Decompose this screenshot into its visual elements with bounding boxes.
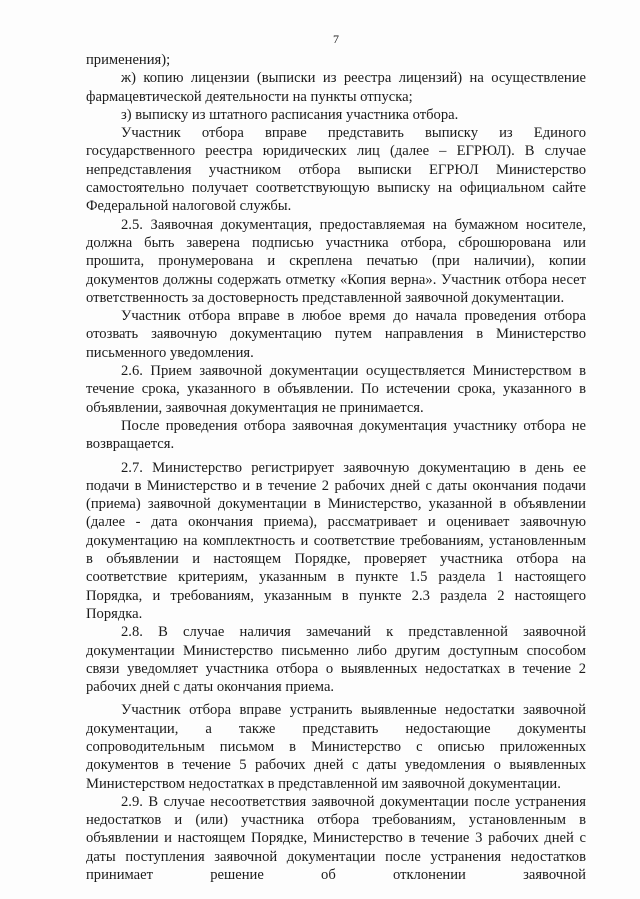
paragraph-remedy-deficiencies: Участник отбора вправе устранить выявленные недостатки заявочной документации, а также представить недостающие документы сопроводительным письмом в Министерство с описью приложенных документов в течение 5 рабочих дней с даты уведомления о выявленных Министерством недостатках в представленной им заявочной документации. <box>86 702 586 792</box>
paragraph-section-2-5: 2.5. Заявочная документация, предоставляемая на бумажном носителе, должна быть заверена подписью участника отбора, сброшюрована или прошита, пронумерована и скреплена печатью (при наличии), копии документов должны содержать отметку «Копия верна». Участник отбора несет ответственность за достоверность представленной заявочной документации. <box>86 216 586 306</box>
page-number: 7 <box>333 32 339 46</box>
paragraph-section-2-8: 2.8. В случае наличия замечаний к представленной заявочной документации Министерство письменно либо другим доступным способом связи уведомляет участника отбора о выявленных недостатках в течение 2 рабочих дней с даты окончания приема. <box>86 624 586 696</box>
paragraph-continuation: применения); <box>86 52 171 68</box>
document-body <box>86 51 586 884</box>
paragraph-egrul-extract: Участник отбора вправе представить выписку из Единого государственного реестра юридических лиц (далее – ЕГРЮЛ). В случае непредставления участником отбора выписки ЕГРЮЛ Министерство самостоятельно получает соответствующую выписку на официальном сайте Федеральной налоговой службы. <box>86 125 586 215</box>
paragraph-item-zh: ж) копию лицензии (выписки из реестра лицензий) на осуществление фармацевтической деятельности на пункты отпуска; <box>86 70 586 105</box>
paragraph-item-z: з) выписку из штатного расписания участника отбора. <box>121 106 459 123</box>
paragraph-section-2-7: 2.7. Министерство регистрирует заявочную документацию в день ее подачи в Министерство и в течение 2 рабочих дней с даты окончания подачи (приема) заявочной документации в Министерство, указанной в объявлении (далее - дата окончания приема), рассматривает и оценивает заявочную документацию на комплектность и соответствие требованиям, установленным в объявлении и настоящем Порядке, проверяет участника отбора на соответствие критериям, указанным в пункте 1.5 раздела 1 настоящего Порядка, и требованиям, указанным в пункте 2.3 раздела 2 настоящего Порядка. <box>86 459 586 622</box>
paragraph-withdrawal: Участник отбора вправе в любое время до начала проведения отбора отозвать заявочную документацию путем направления в Министерство письменного уведомления. <box>86 308 586 361</box>
paragraph-section-2-6: 2.6. Прием заявочной документации осуществляется Министерством в течение срока, указанного в объявлении. По истечении срока, указанного в объявлении, заявочная документация не принимается. <box>86 363 586 416</box>
paragraph-not-returned: После проведения отбора заявочная документация участнику отбора не возвращается. <box>86 417 586 453</box>
paragraph-section-2-9: 2.9. В случае несоответствия заявочной документации после устранения недостатков и (или) участника отбора требованиям, установленным в объявлении и настоящем Порядке, Министерство в течение 3 рабочих дней с даты поступления заявочной документации после устранения недостатков принимает решение об отклонении заявочной <box>86 793 586 884</box>
